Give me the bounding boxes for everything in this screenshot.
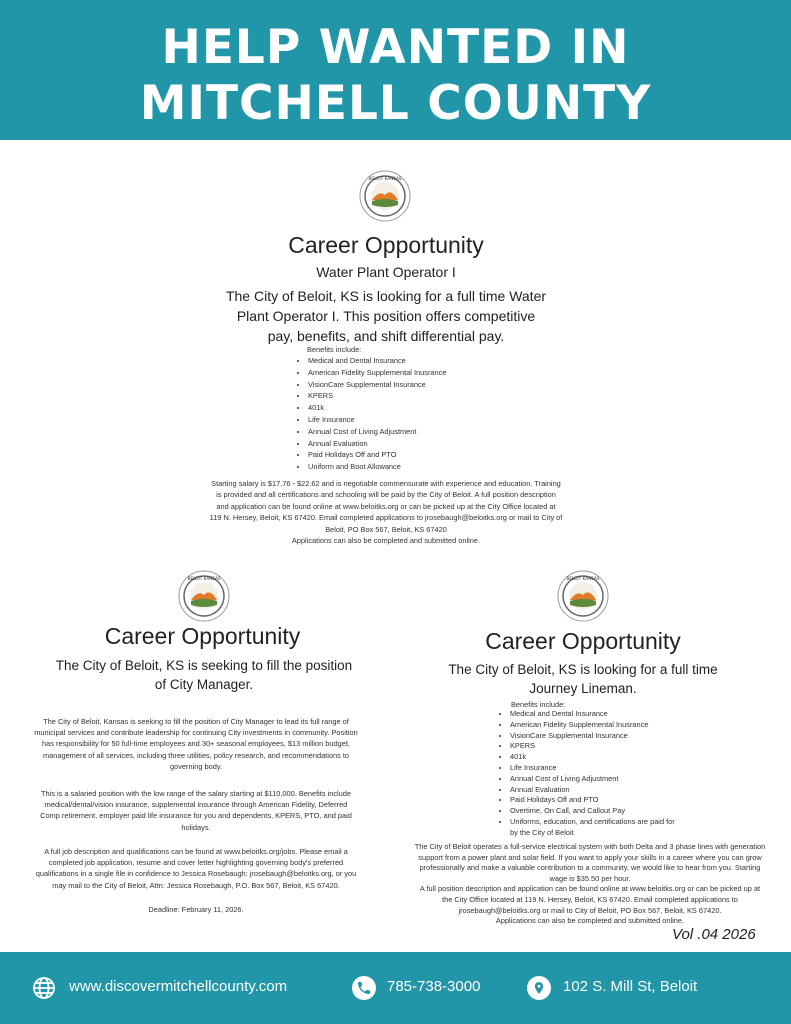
job3-benefits-list (498, 709, 680, 839)
job3-details-line: professionally and make a valuable contribution to a community, we would like to hear from you. Starting (419, 863, 761, 873)
job3-intro-line: The City of Beloit, KS is looking for a full time (448, 662, 718, 677)
list-item: • American Fidelity Supplemental Inusrance (510, 720, 680, 731)
job2-intro-line: of City Manager. (154, 677, 254, 692)
list-item: • KPERS (308, 390, 548, 402)
job1-details-line: is provided and all certifications and schooling will be paid by the City of Beloit. A full position description (216, 490, 556, 500)
job2-para-line: municipal services and contribute leadership for continuing City investments in community. Position (34, 728, 358, 738)
footer-bar (0, 952, 791, 1024)
header-title-line1: HELP WANTED IN (161, 20, 630, 75)
job2-para-line: may mail to the City of Beloit, Attn: Jessica Rosebaugh, P.O. Box 567, Beloit, KS 67420. (52, 880, 340, 890)
job1-details-line: Applications can also be completed and submitted online. (291, 536, 481, 546)
job2-para-line: A full job description and qualifications can be found at www.beloitks.org/jobs. Please email a (44, 847, 348, 856)
list-item: • Annual Cost of Living Adjustment (308, 426, 548, 438)
job1-intro-line: Plant Operator I. This position offers competitive (236, 308, 536, 324)
job3-details-line: support from a power plant and solar field. If you want to apply your skills in a career where you can grow (418, 852, 762, 862)
job1-details-line: Starting salary is $17.76 - $22.62 and is negotiable commensurate with experience and education. Training (211, 479, 561, 488)
job2-para-line: has responsibility for 50 full-time employees and 30+ seasonal employees, $13 million budget, (42, 739, 350, 749)
job3-heading: Career Opportunity (485, 628, 681, 654)
job2-application (5, 846, 387, 891)
job2-intro-line: The City of Beloit, KS is seeking to fill the position (55, 658, 353, 673)
list-item: • Annual Evaluation (308, 438, 548, 450)
list-item: • Uniforms, education, and certifications are paid for by the City of Beloit (510, 817, 680, 839)
job1-details-line: Beloit, PO Box 567, Beloit, KS 67420 (325, 524, 447, 534)
list-item: • Annual Evaluation (510, 785, 680, 796)
city-seal-icon (178, 570, 230, 622)
list-item: • Annual Cost of Living Adjustment (510, 774, 680, 785)
job2-intro (0, 656, 408, 694)
header-banner (0, 0, 791, 140)
list-item: • Uniform and Boot Allowance (308, 461, 548, 473)
job2-salary (5, 788, 387, 833)
job2-description (5, 716, 387, 772)
job2-para-line: This is a salaried position with the low range of the salary starting at $110,000. Benefits include (40, 789, 352, 798)
job1-benefits-label: Benefits include: (307, 345, 362, 354)
job1-details (150, 478, 622, 546)
list-item: • VisionCare Supplemental Insurance (510, 731, 680, 742)
job2-para-line: holidays. (181, 822, 211, 832)
list-item: • 401k (308, 402, 548, 414)
footer-website-link[interactable]: www.discovermitchellcounty.com (69, 978, 288, 995)
job3-details-line: A full position description and application can be found online at www.beloitks.org or can be picked up at (419, 884, 761, 894)
job2-para-line: governing body. (169, 761, 223, 771)
job3-details-line: jrosebaugh@beloitks.org or mail to City of Beloit, PO Box 567, Beloit, KS 67420. (458, 905, 722, 915)
job1-heading: Career Opportunity (288, 232, 484, 258)
job1-intro (0, 286, 772, 346)
job3-details-line: wage is $35.50 per hour. (549, 873, 631, 883)
list-item: • Overtime, On Call, and Callout Pay (510, 806, 680, 817)
job1-details-line: 119 N. Hersey, Beloit, KS 67420. Email completed applications to jrosebaugh@beloitks.org or mail to City of (209, 513, 563, 523)
list-item: • Life Insurance (510, 763, 680, 774)
volume-label: Vol .04 2026 (672, 926, 756, 943)
list-item: • KPERS (510, 741, 680, 752)
job2-para-line: medical/dental/vision insurance, supplemental insurance through American Fidelity, Deferred (44, 800, 348, 810)
job3-details (392, 842, 788, 927)
job1-intro-line: The City of Beloit, KS is looking for a full time Water (225, 288, 547, 304)
list-item: • 401k (510, 752, 680, 763)
job1-benefits-list (296, 355, 548, 473)
seal-lettering: BELOIT KANSAS (187, 576, 221, 581)
job2-heading: Career Opportunity (104, 623, 301, 649)
job3-details-line: Applications can also be completed and submitted online. (495, 916, 685, 926)
job1-details-line: and application can be found online at www.beloitks.org or can be picked up at the City Office located at (216, 501, 556, 511)
job3-intro-line: Journey Lineman. (529, 681, 637, 696)
seal-lettering: BELOIT KANSAS (368, 176, 402, 181)
city-seal-icon (359, 170, 411, 222)
list-item: • Paid Holidays Off and PTO (510, 795, 680, 806)
header-title-line2: MITCHELL COUNTY (139, 76, 652, 131)
location-pin-icon (527, 976, 551, 1000)
phone-icon (352, 976, 376, 1000)
job3-intro (388, 660, 778, 698)
job2-para-line: qualifications in a single file in confidence to Jessica Rosebaugh: jrosebaugh@beloitks.org, or you (35, 869, 357, 879)
job3-details-line: the City Office located at 119 N. Hersey, Beloit, KS 67420. Email completed applications to (442, 894, 738, 904)
job2-deadline: Deadline: February 11, 2026. (148, 905, 244, 914)
list-item: • Medical and Dental Insurance (308, 355, 548, 367)
job2-para-line: Comp retirement, employer paid life insurance for you and dependents, KPERS, PTO, and paid (40, 811, 352, 821)
footer-address: 102 S. Mill St, Beloit (563, 978, 698, 995)
list-item: • American Fidelity Supplemental Inusrance (308, 367, 548, 379)
job2-para-line: management of all services, including three utilities, policy research, and recommendations to (42, 750, 350, 760)
city-seal-icon (557, 570, 609, 622)
list-item: • VisionCare Supplemental Insurance (308, 379, 548, 391)
job1-position: Water Plant Operator I (316, 264, 456, 280)
list-item: • Life Insurance (308, 414, 548, 426)
list-item: • Medical and Dental Insurance (510, 709, 680, 720)
job1-intro-line: pay, benefits, and shift differential pay. (267, 328, 505, 344)
job3-details-line: The City of Beloit operates a full-service electrical system with both Delta and 3 phase lines with generation (414, 842, 766, 851)
job2-para-line: The City of Beloit, Kansas is seeking to fill the position of City Manager to lead its full range of (43, 717, 349, 726)
footer-phone-link[interactable]: 785-738-3000 (387, 978, 481, 995)
job2-para-line: completed job application, resume and cover letter highlighting governing body's preferred (48, 858, 344, 868)
globe-icon (32, 976, 56, 1000)
job3-benefits-label: Benefits include: (511, 700, 566, 709)
list-item: • Paid Holidays Off and PTO (308, 449, 548, 461)
seal-lettering: BELOIT KANSAS (566, 576, 600, 581)
